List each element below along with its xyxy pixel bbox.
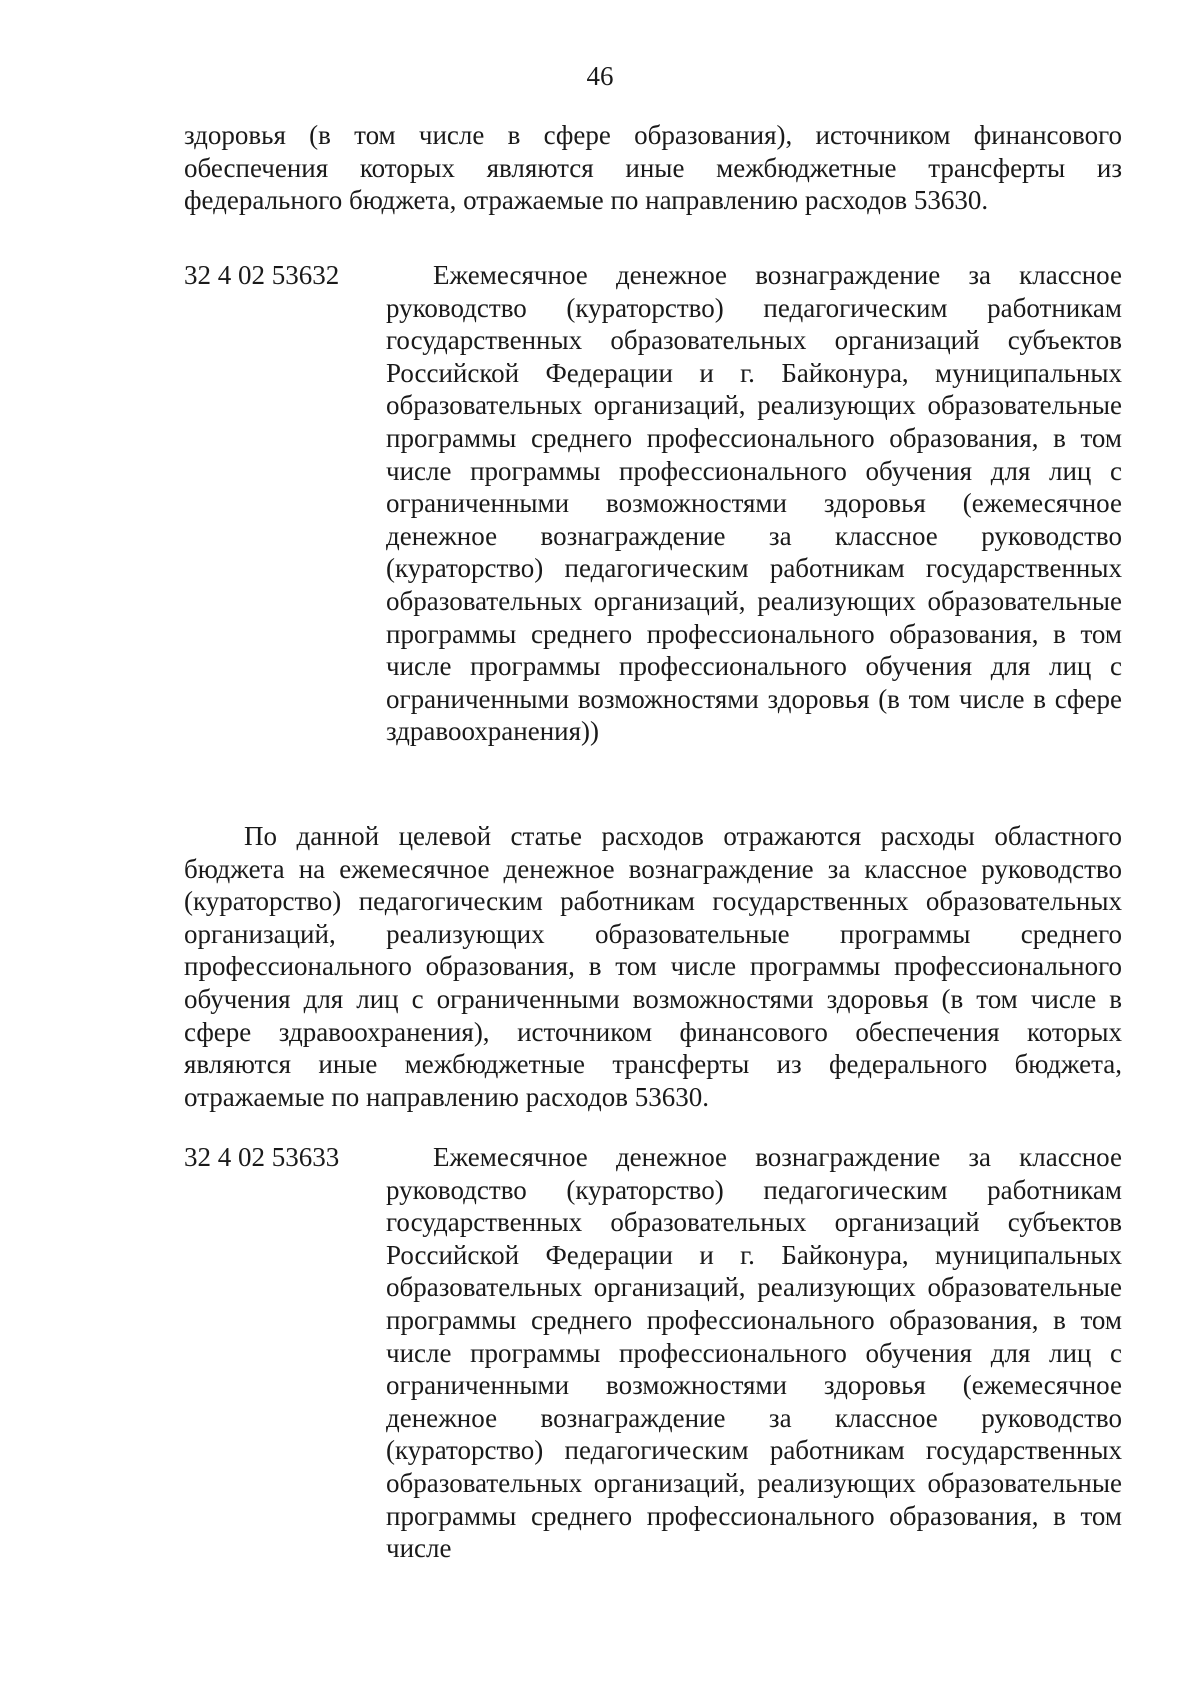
budget-entry-description: Ежемесячное денежное вознаграждение за классное руководство (кураторство) педагогическим работникам государственных образовательных организаций субъектов Российской Федерации и г. Байконура, муниципальных образовательных организаций, реализующих образовательные программы среднего профессионального образования, в том числе программы профессионального обучения для лиц с ограниченными возможностями здоровья (ежемесячное денежное вознаграждение за классное руководство (кураторство) педагогическим работникам государственных образовательных организаций, реализующих образовательные программы среднего профессионального образования, в том числе [386, 1142, 1122, 1564]
page-number: 46 [586, 61, 614, 91]
continuation-paragraph: здоровья (в том числе в сфере образования), источником финансового обеспечения которых являются иные межбюджетные трансферты из федерального бюджета, отражаемые по направлению расходов 53630. [184, 120, 1122, 216]
budget-entry-description: Ежемесячное денежное вознаграждение за классное руководство (кураторство) педагогическим работникам государственных образовательных организаций субъектов Российской Федерации и г. Байконура, муниципальных образовательных организаций, реализующих образовательные программы среднего профессионального образования, в том числе программы профессионального обучения для лиц с ограниченными возможностями здоровья (ежемесячное денежное вознаграждение за классное руководство (кураторство) педагогическим работникам государственных образовательных организаций, реализующих образовательные программы среднего профессионального образования, в том числе программы профессионального обучения для лиц с ограниченными возможностями здоровья (в том числе в сфере здравоохранения)) [386, 260, 1122, 747]
budget-code: 32 4 02 53632 [184, 260, 340, 290]
expense-description-paragraph: По данной целевой статье расходов отражаются расходы областного бюджета на ежемесячное денежное вознаграждение за классное руководство (кураторство) педагогическим работникам государственных образовательных организаций, реализующих образовательные программы среднего профессионального образования, в том числе программы профессионального обучения для лиц с ограниченными возможностями здоровья (в том числе в сфере здравоохранения), источником финансового обеспечения которых являются иные межбюджетные трансферты из федерального бюджета, отражаемые по направлению расходов 53630. [184, 821, 1122, 1112]
budget-code: 32 4 02 53633 [184, 1142, 340, 1172]
